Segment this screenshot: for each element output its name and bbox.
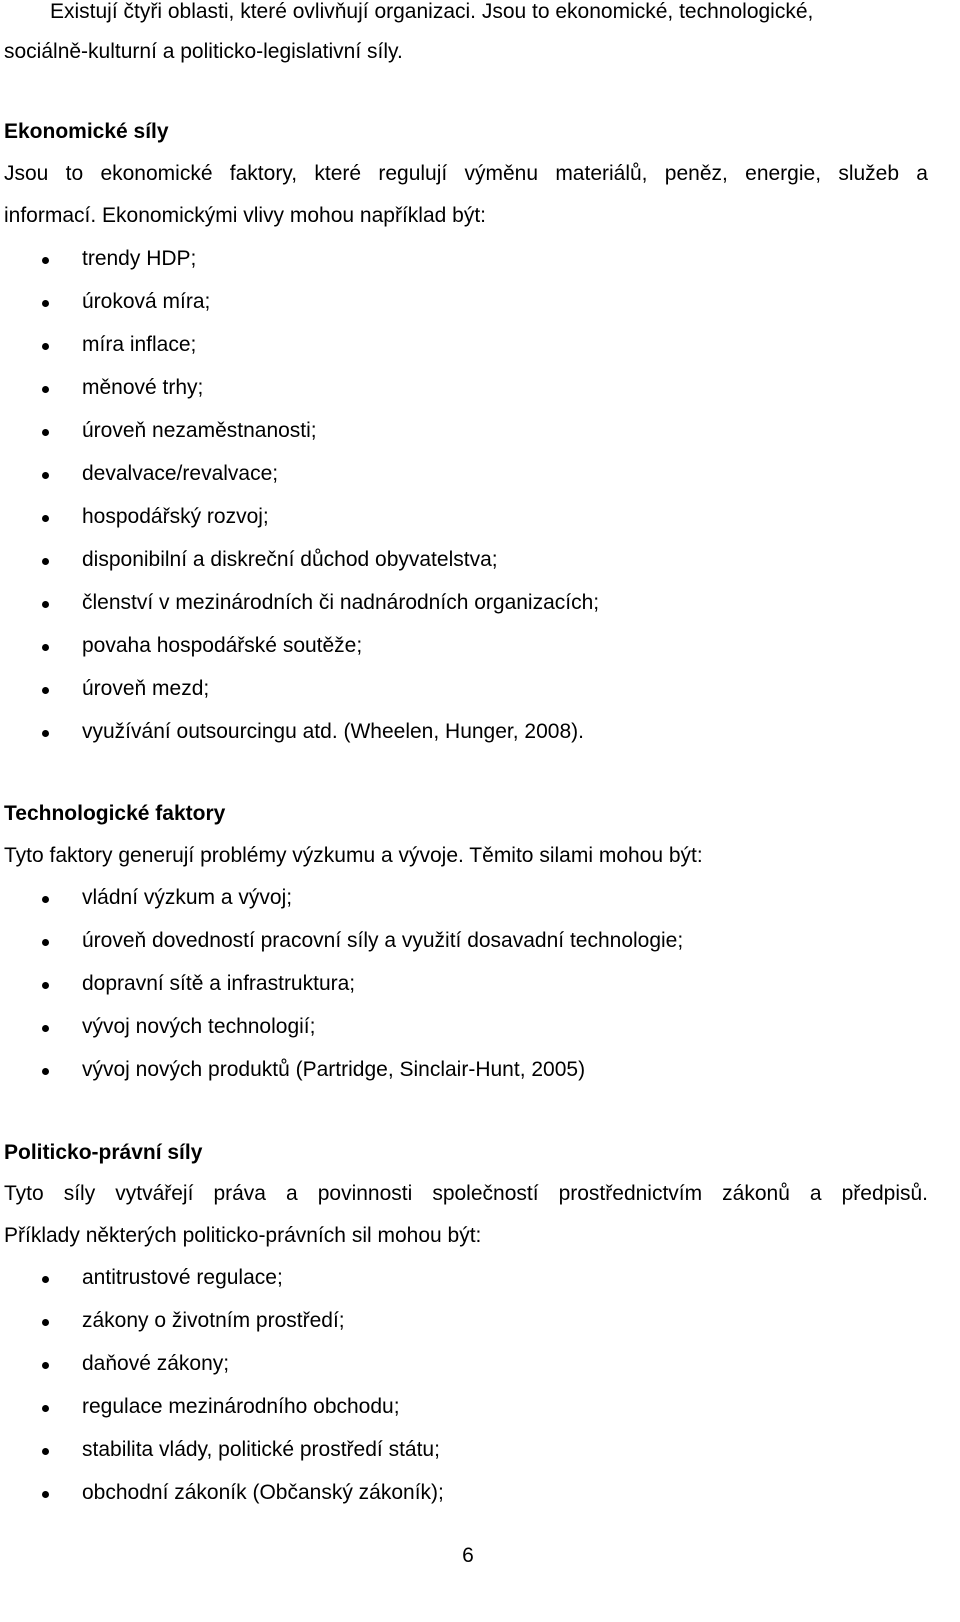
bullet-icon (42, 300, 49, 307)
page-number: 6 (462, 1544, 474, 1567)
list-item-text: úroveň mezd; (82, 677, 210, 700)
bullet-icon (42, 730, 49, 737)
list-item-text: trendy HDP; (82, 247, 197, 270)
bullet-icon (42, 601, 49, 608)
list-item-text: regulace mezinárodního obchodu; (82, 1395, 400, 1418)
bullet-icon (42, 1448, 49, 1455)
list-item (4, 1352, 904, 1376)
list-item-text: využívání outsourcingu atd. (Wheelen, Hunger, 2008). (82, 720, 584, 743)
list-item-text: vládní výzkum a vývoj; (82, 886, 293, 909)
list-item (4, 929, 904, 953)
economic-paragraph-line-1: Jsou to ekonomické faktory, které regulují výměnu materiálů, peněz, energie, služeb a (4, 162, 928, 185)
list-item (4, 333, 904, 357)
list-item (4, 290, 904, 314)
list-item-text: obchodní zákoník (Občanský zákoník); (82, 1481, 444, 1504)
bullet-icon (42, 1025, 49, 1032)
list-item-text: disponibilní a diskreční důchod obyvatelstva; (82, 548, 498, 571)
economic-paragraph-line-2: informací. Ekonomickými vlivy mohou například být: (4, 204, 487, 227)
bullet-icon (42, 644, 49, 651)
bullet-icon (42, 896, 49, 903)
list-item-text: dopravní sítě a infrastruktura; (82, 972, 356, 995)
list-item-text: vývoj nových produktů (Partridge, Sinclair-Hunt, 2005) (82, 1058, 586, 1081)
bullet-icon (42, 687, 49, 694)
list-item-text: úroková míra; (82, 290, 211, 313)
list-item (4, 720, 904, 744)
list-item-text: úroveň nezaměstnanosti; (82, 419, 317, 442)
list-item (4, 1015, 904, 1039)
bullet-icon (42, 429, 49, 436)
technological-paragraph-line-1: Tyto faktory generují problémy výzkumu a vývoje. Těmito silami mohou být: (4, 844, 703, 867)
political-paragraph-line-1: Tyto síly vytvářejí práva a povinnosti společností prostřednictvím zákonů a předpisů. (4, 1182, 928, 1205)
list-item (4, 376, 904, 400)
list-item (4, 548, 904, 572)
bullet-icon (42, 1362, 49, 1369)
intro-line-1: Existují čtyři oblasti, které ovlivňují organizaci. Jsou to ekonomické, technologické, (50, 0, 814, 23)
list-item (4, 462, 904, 486)
bullet-icon (42, 558, 49, 565)
bullet-icon (42, 1276, 49, 1283)
political-paragraph-line-2: Příklady některých politicko-právních sil mohou být: (4, 1224, 482, 1247)
bullet-icon (42, 1405, 49, 1412)
list-item-text: hospodářský rozvoj; (82, 505, 269, 528)
economic-heading: Ekonomické síly (4, 120, 169, 143)
list-item (4, 1058, 904, 1082)
list-item (4, 1438, 904, 1462)
list-item-text: měnové trhy; (82, 376, 204, 399)
bullet-icon (42, 515, 49, 522)
list-item-text: stabilita vlády, politické prostředí státu; (82, 1438, 440, 1461)
list-item-text: antitrustové regulace; (82, 1266, 283, 1289)
bullet-icon (42, 982, 49, 989)
bullet-icon (42, 472, 49, 479)
list-item (4, 1481, 904, 1505)
list-item (4, 1309, 904, 1333)
bullet-icon (42, 1319, 49, 1326)
list-item (4, 677, 904, 701)
bullet-icon (42, 1068, 49, 1075)
bullet-icon (42, 939, 49, 946)
list-item-text: míra inflace; (82, 333, 197, 356)
list-item-text: devalvace/revalvace; (82, 462, 279, 485)
list-item (4, 591, 904, 615)
list-item-text: vývoj nových technologií; (82, 1015, 316, 1038)
list-item (4, 634, 904, 658)
intro-line-2: sociálně-kulturní a politicko-legislativní síly. (4, 40, 403, 63)
list-item (4, 1395, 904, 1419)
list-item (4, 505, 904, 529)
list-item (4, 419, 904, 443)
political-heading: Politicko-právní síly (4, 1141, 203, 1164)
bullet-icon (42, 343, 49, 350)
technological-heading: Technologické faktory (4, 802, 226, 825)
list-item (4, 1266, 904, 1290)
list-item-text: zákony o životním prostředí; (82, 1309, 345, 1332)
list-item (4, 247, 904, 271)
document-page (4, 0, 932, 1622)
list-item-text: úroveň dovedností pracovní síly a využití dosavadní technologie; (82, 929, 684, 952)
bullet-icon (42, 386, 49, 393)
list-item-text: daňové zákony; (82, 1352, 230, 1375)
list-item-text: povaha hospodářské soutěže; (82, 634, 363, 657)
bullet-icon (42, 257, 49, 264)
list-item-text: členství v mezinárodních či nadnárodních organizacích; (82, 591, 600, 614)
list-item (4, 972, 904, 996)
list-item (4, 886, 904, 910)
bullet-icon (42, 1491, 49, 1498)
